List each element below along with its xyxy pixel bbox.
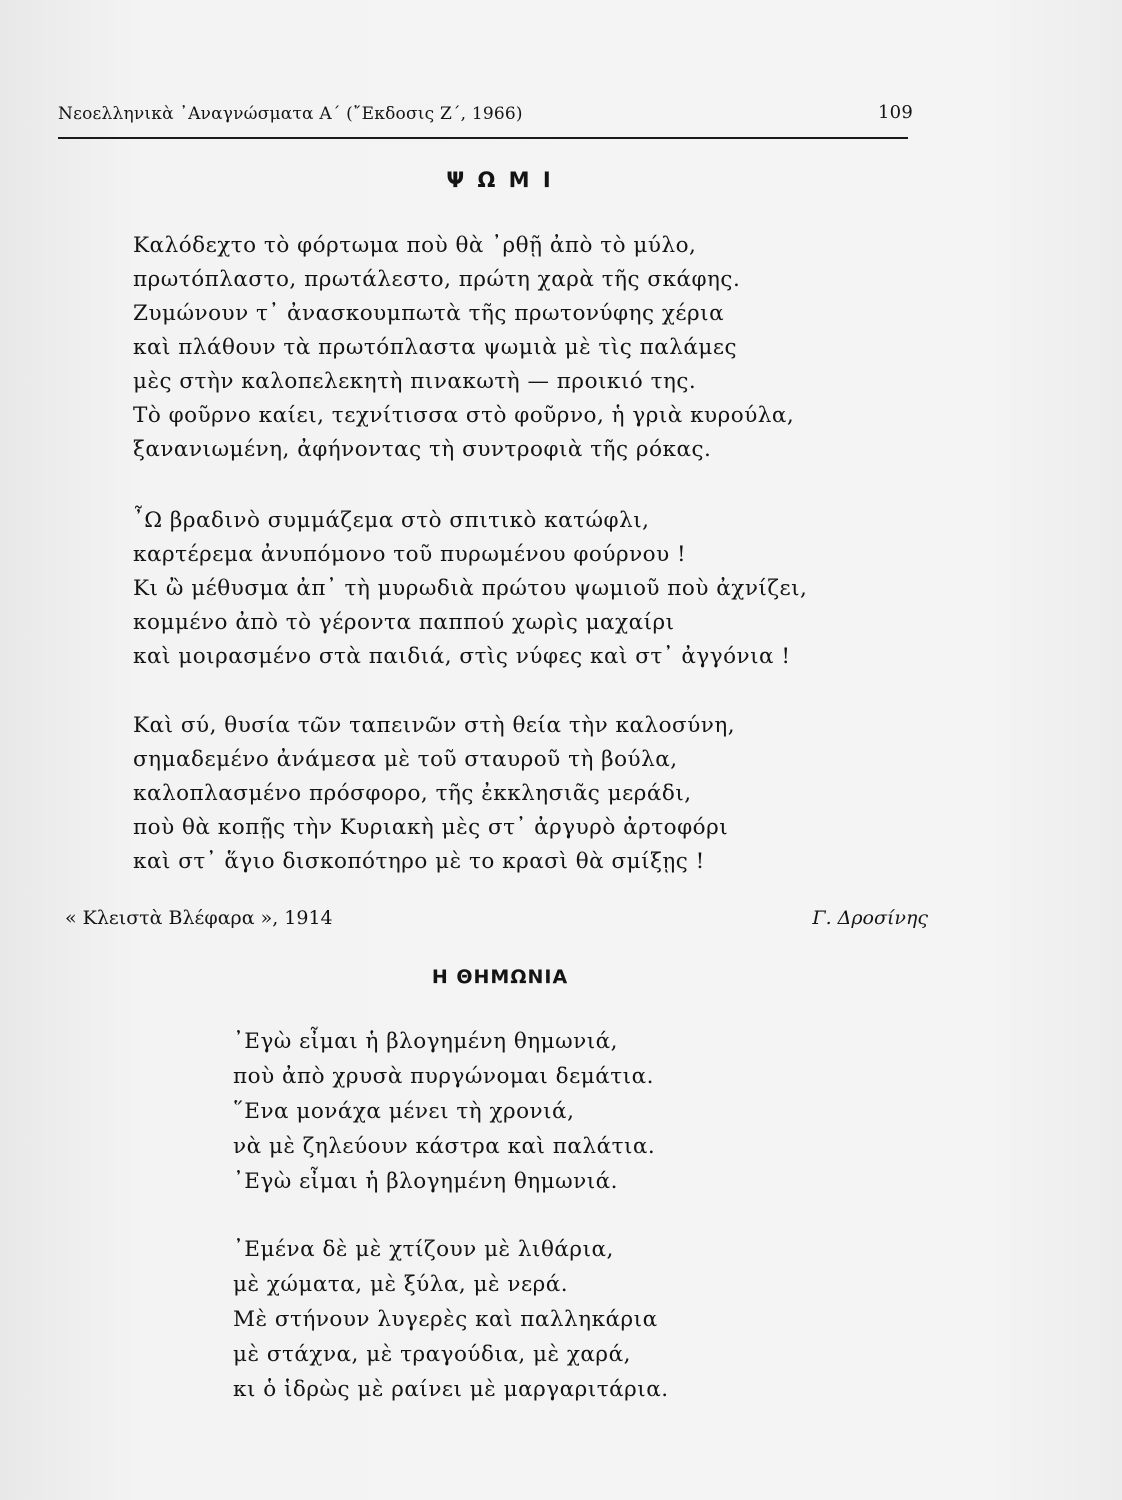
verse-line: κομμένο ἀπὸ τὸ γέροντα παππού χωρὶς μαχαίρι xyxy=(133,610,675,635)
header-rule xyxy=(58,137,908,139)
verse-line: ποὺ ἀπὸ χρυσὰ πυργώνομαι δεμάτια. xyxy=(233,1064,654,1089)
verse-line: καλοπλασμένο πρόσφορο, τῆς ἐκκλησιᾶς μεράδι, xyxy=(133,781,692,806)
verse-line: κι ὁ ἱδρὼς μὲ ραίνει μὲ μαργαριτάρια. xyxy=(233,1377,669,1402)
verse-line: μὲ στάχνα, μὲ τραγούδια, μὲ χαρά, xyxy=(233,1342,631,1367)
verse-line: Ζυμώνουν τ᾿ ἀνασκουμπωτὰ τῆς πρωτονύφης χέρια xyxy=(133,301,725,326)
verse-line: ῏Ω βραδινὸ συμμάζεμα στὸ σπιτικὸ κατώφλι, xyxy=(133,508,650,533)
verse-line: ξανανιωμένη, ἀφήνοντας τὴ συντροφιὰ τῆς ρόκας. xyxy=(133,437,712,462)
poem-title-thimonia: Η ΘΗΜΩΝΙΑ xyxy=(431,966,569,988)
verse-line: ᾿Εμένα δὲ μὲ χτίζουν μὲ λιθάρια, xyxy=(233,1237,614,1262)
verse-line: σημαδεμένο ἀνάμεσα μὲ τοῦ σταυροῦ τὴ βούλα, xyxy=(133,747,678,772)
running-header xyxy=(58,104,913,132)
poem1-stanza-1 xyxy=(133,229,794,467)
poem-author: Γ. Δροσίνης xyxy=(812,907,928,929)
poem1-stanza-2 xyxy=(133,504,807,674)
verse-line: ῞Ενα μονάχα μένει τὴ χρονιά, xyxy=(233,1099,575,1124)
poem-source: « Κλειστὰ Βλέφαρα », 1914 xyxy=(65,907,333,929)
verse-line: μὲς στὴν καλοπελεκητὴ πινακωτὴ — προικιό της. xyxy=(133,369,697,394)
verse-line: Μὲ στήνουν λυγερὲς καὶ παλληκάρια xyxy=(233,1307,658,1332)
poem-title-psomi: Ψ Ω Μ Ι xyxy=(446,168,554,192)
poem2-stanza-1 xyxy=(233,1024,655,1199)
verse-line: μὲ χώματα, μὲ ξύλα, μὲ νερά. xyxy=(233,1272,569,1297)
verse-line: Καλόδεχτο τὸ φόρτωμα ποὺ θὰ ᾿ρθῇ ἀπὸ τὸ μύλο, xyxy=(133,233,697,258)
verse-line: καὶ στ᾿ ἅγιο δισκοπότηρο μὲ το κρασὶ θὰ σμίξῃς ! xyxy=(133,849,705,874)
verse-line: Καὶ σύ, θυσία τῶν ταπεινῶν στὴ θεία τὴν καλοσύνη, xyxy=(133,713,736,738)
verse-line: καὶ πλάθουν τὰ πρωτόπλαστα ψωμιὰ μὲ τὶς παλάμες xyxy=(133,335,738,360)
verse-line: καὶ μοιρασμένο στὰ παιδιά, στὶς νύφες καὶ στ᾿ ἀγγόνια ! xyxy=(133,644,791,669)
verse-line: ᾿Εγὼ εἶμαι ἡ βλογημένη θημωνιά. xyxy=(233,1169,619,1194)
verse-line: Τὸ φοῦρνο καίει, τεχνίτισσα στὸ φοῦρνο, ἡ γριὰ κυρούλα, xyxy=(133,403,795,428)
verse-line: νὰ μὲ ζηλεύουν κάστρα καὶ παλάτια. xyxy=(233,1134,656,1159)
poem2-stanza-2 xyxy=(233,1232,669,1407)
verse-line: Κι ὢ μέθυσμα ἀπ᾿ τὴ μυρωδιὰ πρώτου ψωμιοῦ ποὺ ἀχνίζει, xyxy=(133,576,808,601)
page-number: 109 xyxy=(878,102,913,123)
running-title: Νεοελληνικὰ ᾿Αναγνώσματα Α΄ (῎Εκδοσις Ζ΄, 1966) xyxy=(58,104,523,124)
verse-line: καρτέρεμα ἀνυπόμονο τοῦ πυρωμένου φούρνου ! xyxy=(133,542,687,567)
poem1-stanza-3 xyxy=(133,709,735,879)
verse-line: πρωτόπλαστο, πρωτάλεστο, πρώτη χαρὰ τῆς σκάφης. xyxy=(133,267,741,292)
verse-line: ποὺ θὰ κοπῇς τὴν Κυριακὴ μὲς στ᾿ ἀργυρὸ ἀρτοφόρι xyxy=(133,815,729,840)
verse-line: ᾿Εγὼ εἶμαι ἡ βλογημένη θημωνιά, xyxy=(233,1029,619,1054)
